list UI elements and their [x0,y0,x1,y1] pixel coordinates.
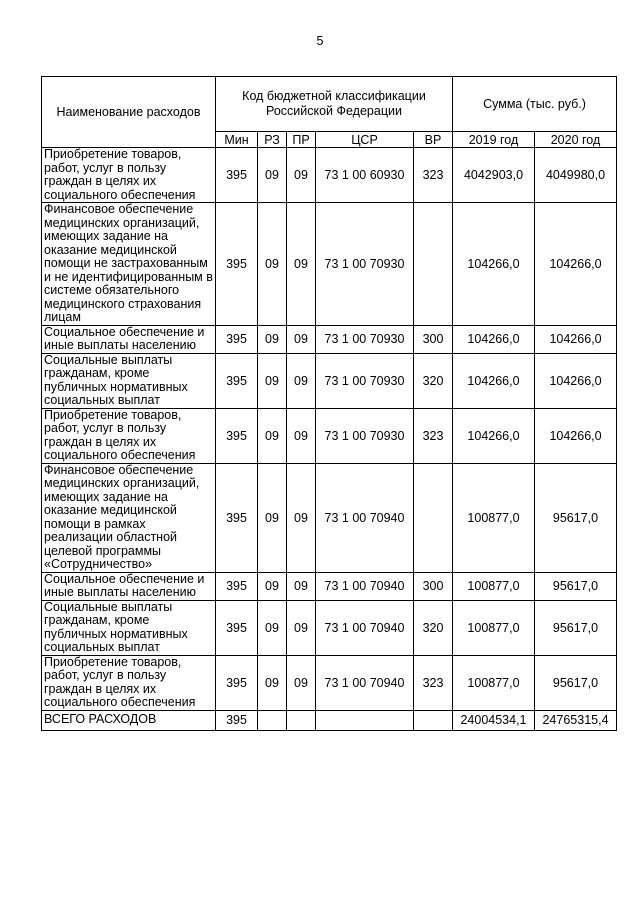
vr-code [414,203,453,326]
sum-2019: 100877,0 [453,655,535,710]
vr-code: 300 [414,572,453,600]
sum-2020: 104266,0 [535,325,617,353]
expense-name: Приобретение товаров, работ, услуг в пользу граждан в целях их социального обеспечения [42,655,216,710]
table-row [42,408,617,463]
expense-name: Приобретение товаров, работ, услуг в пользу граждан в целях их социального обеспечения [42,148,216,203]
rz-code: 09 [258,203,287,326]
sum-2020: 104266,0 [535,408,617,463]
sum-2019: 100877,0 [453,463,535,572]
pr-code: 09 [287,600,316,655]
rz-code: 09 [258,600,287,655]
csr-code: 73 1 00 70940 [316,572,414,600]
rz-code: 09 [258,353,287,408]
min-code: 395 [216,600,258,655]
total-label: ВСЕГО РАСХОДОВ [42,710,216,730]
vr-code: 323 [414,148,453,203]
expense-name: Финансовое обеспечение медицинских организаций, имеющих задание на оказание медицинской помощи в рамках реализации областной целевой программы «Сотрудничество» [42,463,216,572]
pr-code: 09 [287,325,316,353]
csr-code: 73 1 00 70930 [316,408,414,463]
table-row [42,148,617,203]
total-sum-2019: 24004534,1 [453,710,535,730]
min-code: 395 [216,655,258,710]
csr-code: 73 1 00 70930 [316,325,414,353]
min-code: 395 [216,148,258,203]
vr-code: 320 [414,353,453,408]
header-2019: 2019 год [453,132,535,148]
pr-code: 09 [287,203,316,326]
rz-code: 09 [258,655,287,710]
pr-code: 09 [287,353,316,408]
sum-2020: 95617,0 [535,600,617,655]
pr-code: 09 [287,148,316,203]
sum-2019: 104266,0 [453,353,535,408]
vr-code: 320 [414,600,453,655]
total-row [42,710,617,730]
header-min: Мин [216,132,258,148]
table-row [42,203,617,326]
sum-2019: 4042903,0 [453,148,535,203]
table-row [42,572,617,600]
page-number: 5 [316,34,324,48]
min-code: 395 [216,572,258,600]
table-row [42,353,617,408]
sum-2020: 95617,0 [535,463,617,572]
sum-2019: 104266,0 [453,408,535,463]
header-sum-group: Сумма (тыс. руб.) [453,77,617,132]
vr-code: 323 [414,408,453,463]
expense-name: Финансовое обеспечение медицинских организаций, имеющих задание на оказание медицинской помощи не застрахованным и не идентифицированным в системе обязательного медицинского страхования лицам [42,203,216,326]
header-row-top [42,77,617,132]
rz-code: 09 [258,408,287,463]
vr-code: 323 [414,655,453,710]
table-row [42,655,617,710]
min-code: 395 [216,408,258,463]
expense-name: Приобретение товаров, работ, услуг в пользу граждан в целях их социального обеспечения [42,408,216,463]
csr-code: 73 1 00 60930 [316,148,414,203]
vr-code [414,463,453,572]
sum-2019: 104266,0 [453,203,535,326]
table-row [42,463,617,572]
rz-code: 09 [258,572,287,600]
pr-code: 09 [287,655,316,710]
pr-code: 09 [287,572,316,600]
sum-2020: 4049980,0 [535,148,617,203]
expense-name: Социальное обеспечение и иные выплаты населению [42,325,216,353]
sum-2019: 104266,0 [453,325,535,353]
vr-code: 300 [414,325,453,353]
total-pr-code [287,710,316,730]
sum-2020: 95617,0 [535,655,617,710]
sum-2020: 104266,0 [535,353,617,408]
min-code: 395 [216,325,258,353]
sum-2019: 100877,0 [453,572,535,600]
total-vr-code [414,710,453,730]
min-code: 395 [216,203,258,326]
expense-name: Социальные выплаты гражданам, кроме публичных нормативных социальных выплат [42,600,216,655]
expense-name: Социальное обеспечение и иные выплаты населению [42,572,216,600]
csr-code: 73 1 00 70940 [316,463,414,572]
sum-2020: 95617,0 [535,572,617,600]
min-code: 395 [216,463,258,572]
csr-code: 73 1 00 70930 [316,203,414,326]
table-row [42,325,617,353]
rz-code: 09 [258,325,287,353]
total-sum-2020: 24765315,4 [535,710,617,730]
total-rz-code [258,710,287,730]
total-min-code: 395 [216,710,258,730]
expense-name: Социальные выплаты гражданам, кроме публичных нормативных социальных выплат [42,353,216,408]
header-vr: ВР [414,132,453,148]
sum-2019: 100877,0 [453,600,535,655]
csr-code: 73 1 00 70940 [316,655,414,710]
header-name: Наименование расходов [42,77,216,148]
header-2020: 2020 год [535,132,617,148]
min-code: 395 [216,353,258,408]
header-code-group: Код бюджетной классификации Российской Федерации [216,77,453,132]
csr-code: 73 1 00 70930 [316,353,414,408]
table-row [42,600,617,655]
expenditure-table [41,76,617,731]
header-csr: ЦСР [316,132,414,148]
sum-2020: 104266,0 [535,203,617,326]
header-pr: ПР [287,132,316,148]
csr-code: 73 1 00 70940 [316,600,414,655]
pr-code: 09 [287,408,316,463]
rz-code: 09 [258,148,287,203]
header-rz: РЗ [258,132,287,148]
total-csr-code [316,710,414,730]
pr-code: 09 [287,463,316,572]
rz-code: 09 [258,463,287,572]
